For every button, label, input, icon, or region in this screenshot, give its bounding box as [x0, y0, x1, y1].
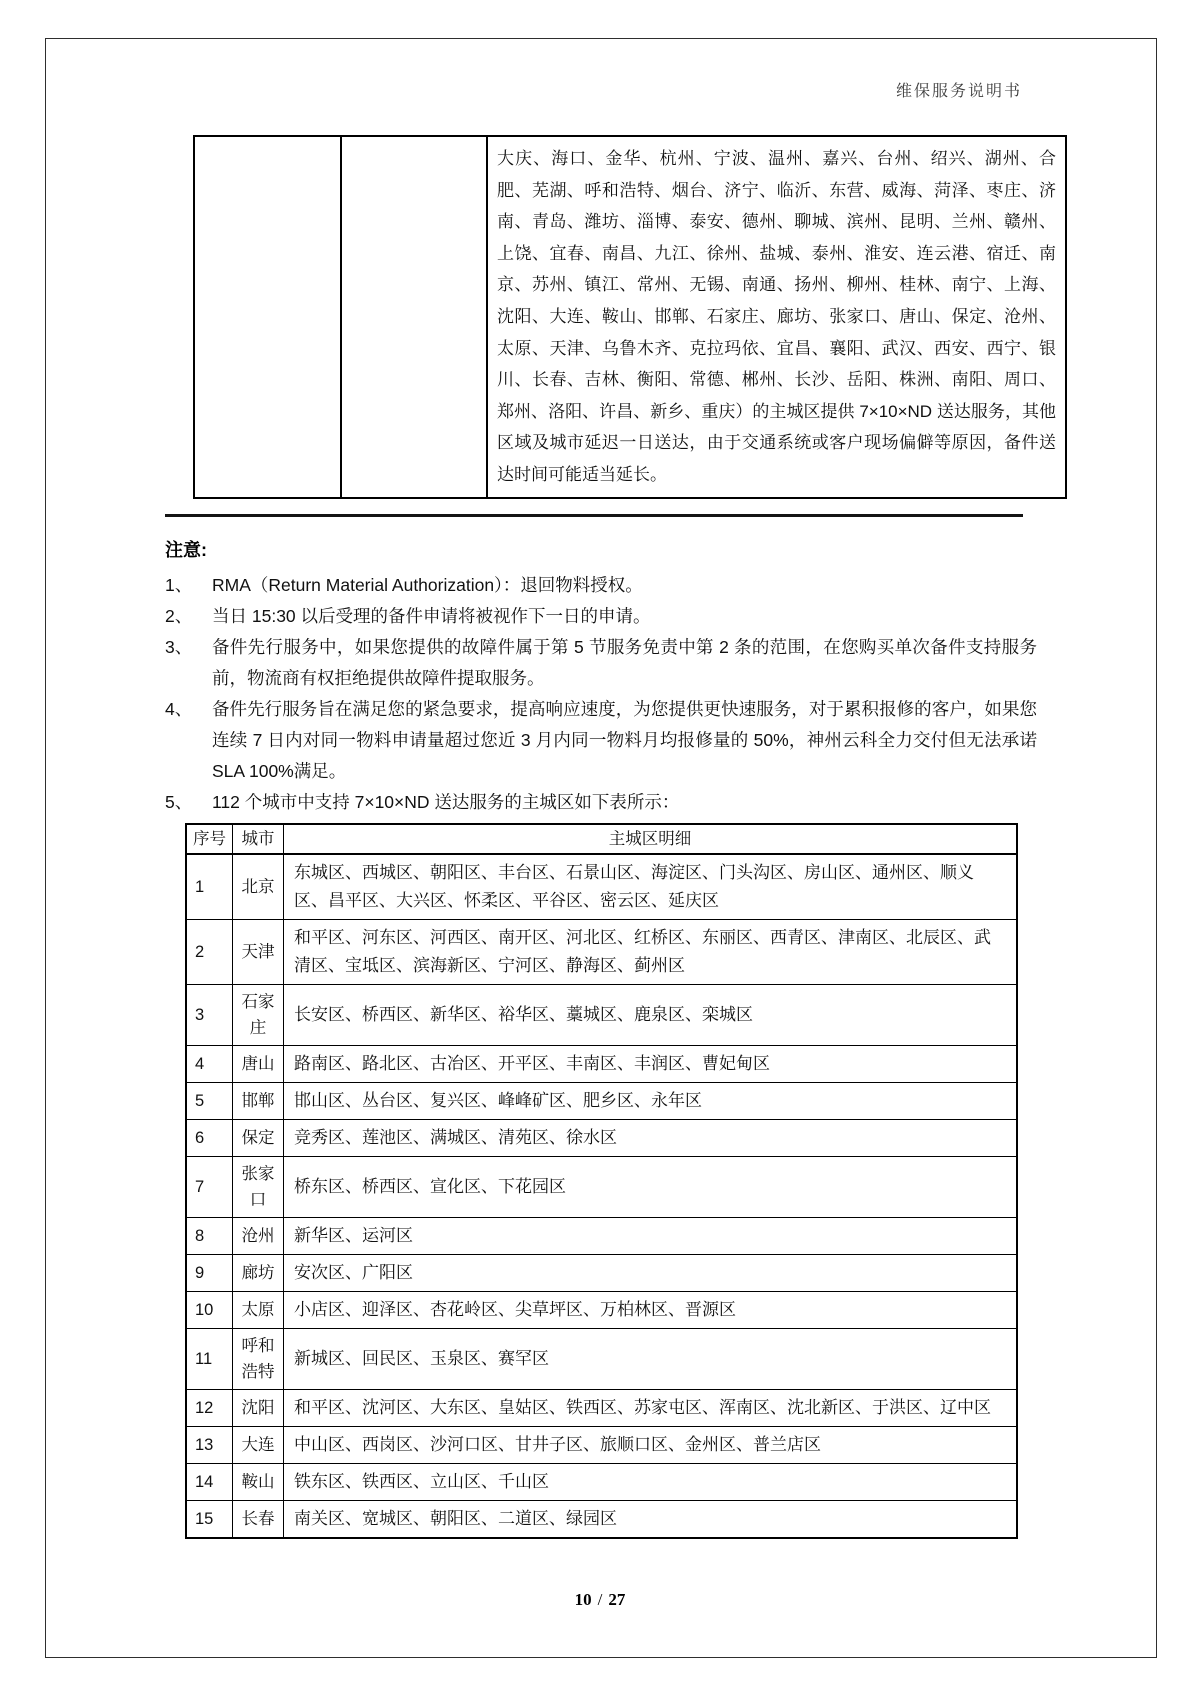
seq-cell: 6 [186, 1120, 233, 1157]
table-row [186, 1390, 1017, 1427]
seq-cell: 14 [186, 1464, 233, 1501]
table-row [186, 1218, 1017, 1255]
note-text: 112 个城市中支持 7×10×ND 送达服务的主城区如下表所示： [212, 792, 680, 812]
seq-cell: 2 [186, 920, 233, 985]
districts-cell: 邯山区、丛台区、复兴区、峰峰矿区、肥乡区、永年区 [284, 1083, 1018, 1120]
page-number-separator: / [597, 1590, 603, 1609]
districts-cell: 长安区、桥西区、新华区、裕华区、藁城区、鹿泉区、栾城区 [284, 985, 1018, 1046]
note-number: 3、 [165, 637, 193, 657]
table-row [186, 1464, 1017, 1501]
note-item [165, 632, 1037, 694]
seq-cell: 4 [186, 1046, 233, 1083]
note-item [165, 787, 1037, 818]
city-cell: 石家庄 [233, 985, 284, 1046]
note-item [165, 601, 1037, 632]
city-districts-table [185, 823, 1018, 1539]
city-cell: 沈阳 [233, 1390, 284, 1427]
seq-cell: 9 [186, 1255, 233, 1292]
seq-cell: 3 [186, 985, 233, 1046]
table-row [186, 1427, 1017, 1464]
districts-cell: 和平区、沈河区、大东区、皇姑区、铁西区、苏家屯区、浑南区、沈北新区、于洪区、辽中区 [284, 1390, 1018, 1427]
city-cell: 太原 [233, 1292, 284, 1329]
table-row [186, 1292, 1017, 1329]
districts-cell: 南关区、宽城区、朝阳区、二道区、绿园区 [284, 1501, 1018, 1539]
table-row [186, 1046, 1017, 1083]
city-cell: 北京 [233, 854, 284, 920]
seq-cell: 15 [186, 1501, 233, 1539]
table-row [186, 854, 1017, 920]
table-row [186, 985, 1017, 1046]
note-item [165, 570, 1037, 601]
table-row [186, 1120, 1017, 1157]
districts-cell: 小店区、迎泽区、杏花岭区、尖草坪区、万柏林区、晋源区 [284, 1292, 1018, 1329]
table-row [186, 1501, 1017, 1539]
districts-cell: 竞秀区、莲池区、满城区、清苑区、徐水区 [284, 1120, 1018, 1157]
table-header-row [186, 824, 1017, 854]
city-cell: 鞍山 [233, 1464, 284, 1501]
note-item [165, 694, 1037, 787]
seq-cell: 11 [186, 1329, 233, 1390]
seq-cell: 7 [186, 1157, 233, 1218]
table-row [186, 920, 1017, 985]
delivery-cities-cell: 大庆、海口、金华、杭州、宁波、温州、嘉兴、台州、绍兴、湖州、合肥、芜湖、呼和浩特、烟台、济宁、临沂、东营、威海、菏泽、枣庄、济南、青岛、潍坊、淄博、泰安、德州、聊城、滨州、昆明、兰州、赣州、上饶、宜春、南昌、九江、徐州、盐城、泰州、淮安、连云港、宿迁、南京、苏州、镇江、常州、无锡、南通、扬州、柳州、桂林、南宁、上海、沈阳、大连、鞍山、邯郸、石家庄、廊坊、张家口、唐山、保定、沧州、太原、天津、乌鲁木齐、克拉玛依、宜昌、襄阳、武汉、西安、西宁、银川、长春、吉林、衡阳、常德、郴州、长沙、岳阳、株洲、南阳、周口、郑州、洛阳、许昌、新乡、重庆）的主城区提供 7×10×ND 送达服务，其他区域及城市延迟一日送达，由于交通系统或客户现场偏僻等原因，备件送达时间可能适当延长。 [487, 136, 1066, 498]
districts-cell: 铁东区、铁西区、立山区、千山区 [284, 1464, 1018, 1501]
table-row [186, 1083, 1017, 1120]
notes-list [165, 570, 1037, 818]
city-cell: 天津 [233, 920, 284, 985]
city-cell: 张家口 [233, 1157, 284, 1218]
districts-cell: 路南区、路北区、古冶区、开平区、丰南区、丰润区、曹妃甸区 [284, 1046, 1018, 1083]
seq-cell: 8 [186, 1218, 233, 1255]
note-number: 4、 [165, 699, 193, 719]
city-cell: 大连 [233, 1427, 284, 1464]
note-text: 备件先行服务旨在满足您的紧急要求，提高响应速度，为您提供更快速服务，对于累积报修的客户，如果您连续 7 日内对同一物料申请量超过您近 3 月内同一物料月均报修量的 50%，神州云科全力交付但无法承诺 SLA 100%满足。 [212, 699, 1037, 781]
page-footer [0, 1590, 1200, 1610]
empty-cell-1 [194, 136, 341, 498]
districts-cell: 和平区、河东区、河西区、南开区、河北区、红桥区、东丽区、西青区、津南区、北辰区、武清区、宝坻区、滨海新区、宁河区、静海区、蓟州区 [284, 920, 1018, 985]
note-number: 5、 [165, 792, 193, 812]
city-cell: 长春 [233, 1501, 284, 1539]
notes-heading: 注意: [165, 540, 207, 560]
table-row [186, 1255, 1017, 1292]
page-number-current: 10 [574, 1590, 592, 1609]
seq-cell: 10 [186, 1292, 233, 1329]
note-text: 备件先行服务中，如果您提供的故障件属于第 5 节服务免责中第 2 条的范围，在您购买单次备件支持服务前，物流商有权拒绝提供故障件提取服务。 [212, 637, 1037, 688]
city-cell: 邯郸 [233, 1083, 284, 1120]
page-number-total: 27 [608, 1590, 626, 1609]
districts-cell: 桥东区、桥西区、宣化区、下花园区 [284, 1157, 1018, 1218]
seq-cell: 1 [186, 854, 233, 920]
city-cell: 沧州 [233, 1218, 284, 1255]
districts-cell: 安次区、广阳区 [284, 1255, 1018, 1292]
section-divider-rule [165, 514, 1023, 517]
document-header-title: 维保服务说明书 [895, 83, 1022, 100]
table-row [194, 136, 1066, 498]
table-row [186, 1329, 1017, 1390]
city-cell: 保定 [233, 1120, 284, 1157]
header-seq: 序号 [186, 824, 233, 854]
empty-cell-2 [341, 136, 487, 498]
seq-cell: 12 [186, 1390, 233, 1427]
header-districts: 主城区明细 [284, 824, 1018, 854]
note-number: 1、 [165, 575, 193, 595]
note-text: 当日 15:30 以后受理的备件申请将被视作下一日的申请。 [212, 606, 651, 626]
seq-cell: 13 [186, 1427, 233, 1464]
delivery-cities-continuation-table [193, 135, 1067, 499]
table-row [186, 1157, 1017, 1218]
city-cell: 呼和浩特 [233, 1329, 284, 1390]
header-city: 城市 [233, 824, 284, 854]
seq-cell: 5 [186, 1083, 233, 1120]
districts-cell: 新华区、运河区 [284, 1218, 1018, 1255]
districts-cell: 新城区、回民区、玉泉区、赛罕区 [284, 1329, 1018, 1390]
note-number: 2、 [165, 606, 193, 626]
note-text: RMA（Return Material Authorization）：退回物料授权。 [212, 575, 643, 595]
city-cell: 廊坊 [233, 1255, 284, 1292]
districts-cell: 东城区、西城区、朝阳区、丰台区、石景山区、海淀区、门头沟区、房山区、通州区、顺义区、昌平区、大兴区、怀柔区、平谷区、密云区、延庆区 [284, 854, 1018, 920]
city-cell: 唐山 [233, 1046, 284, 1083]
districts-cell: 中山区、西岗区、沙河口区、甘井子区、旅顺口区、金州区、普兰店区 [284, 1427, 1018, 1464]
